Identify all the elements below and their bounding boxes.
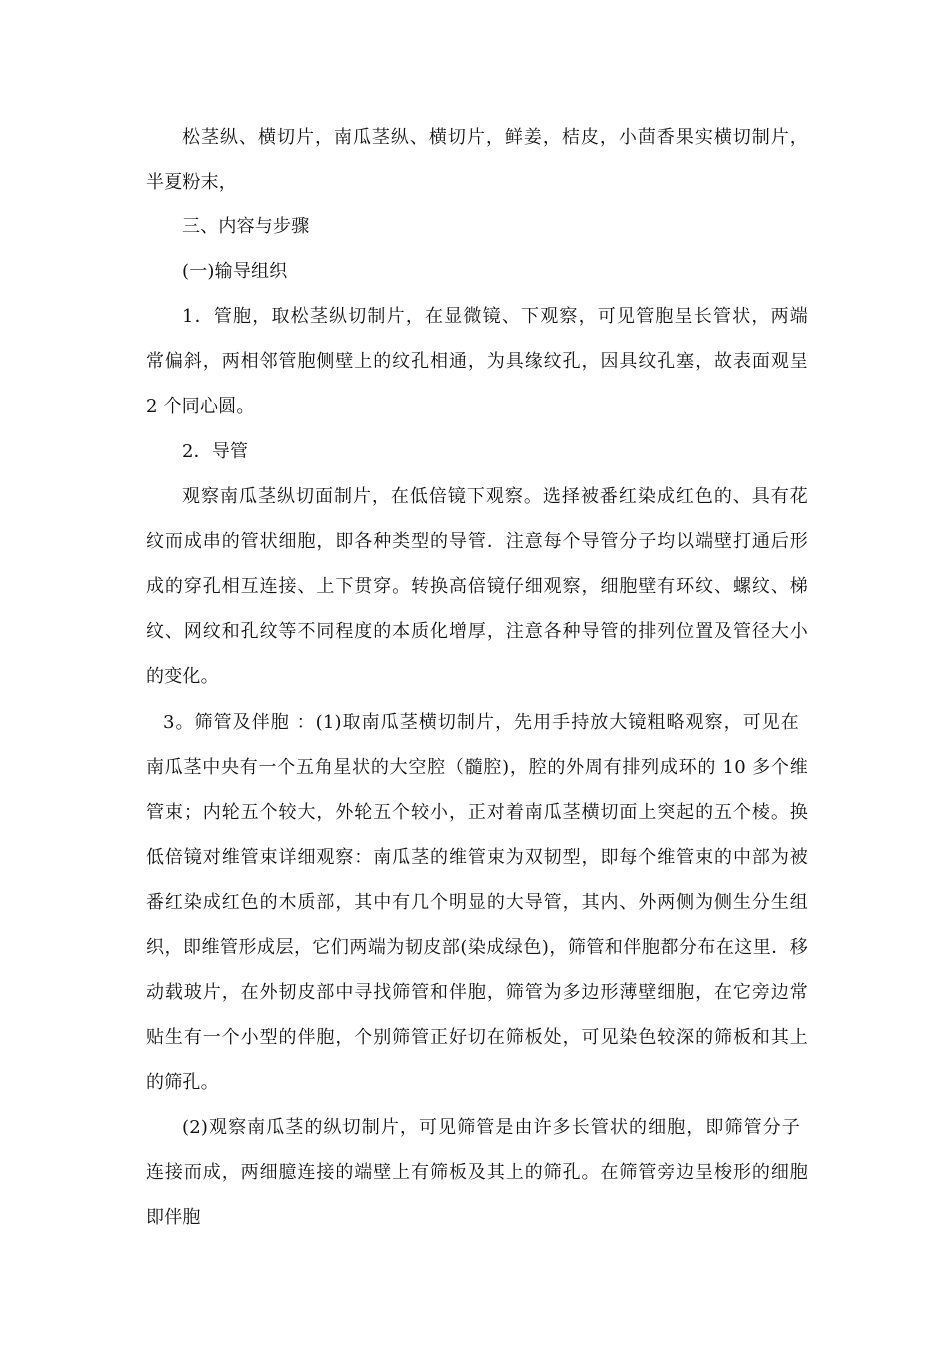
text-line: 半夏粉末， [146,172,237,193]
text-line: (2)观察南瓜茎的纵切制片，可见筛管是由许多长管状的细胞，即筛管分子 [182,1117,800,1138]
text-line: 1．管胞，取松茎纵切制片，在显微镜、下观察，可见管胞呈长管状，两端 [182,306,808,327]
text-line: 南瓜茎中央有一个五角星状的大空腔（髓腔)，腔的外周有排列成环的 10 多个维 [146,757,808,778]
section-heading: 三、内容与步骤 [182,216,310,237]
text-line: 常偏斜，两相邻管胞侧壁上的纹孔相通，为具缘纹孔，因具纹孔塞，故表面观呈 [146,351,808,372]
subsection-heading: 2．导管 [182,441,249,462]
text-line: 织，即维管形成层，它们两端为韧皮部(染成绿色)，筛管和伴胞都分布在这里．移 [146,937,808,958]
text-line: 松茎纵、横切片，南瓜茎纵、横切片，鲜姜，桔皮，小茴香果实横切制片， [182,127,808,148]
text-line: 的筛孔。 [146,1072,219,1093]
text-line: 低倍镜对维管束详细观察：南瓜茎的维管束为双韧型，即每个维管束的中部为被 [146,847,808,868]
text-line: 2 个同心圆。 [146,396,255,417]
text-line: 成的穿孔相互连接、上下贯穿。转换高倍镜仔细观察，细胞壁有环纹、螺纹、梯 [146,576,808,597]
text-line: 3。筛管及伴胞 ：(1)取南瓜茎横切制片，先用手持放大镜粗略观察，可见在 [163,712,799,733]
text-line: 纹而成串的管状细胞，即各种类型的导管．注意每个导管分子均以端壁打通后形 [146,531,808,552]
text-line: 即伴胞 [146,1207,201,1228]
text-line: 番红染成红色的木质部，其中有几个明显的大导管，其内、外两侧为侧生分生组 [146,892,808,913]
text-line: 连接而成，两细臆连接的端壁上有筛板及其上的筛孔。在筛管旁边呈梭形的细胞 [146,1162,808,1183]
text-line: 管束；内轮五个较大，外轮五个较小，正对着南瓜茎横切面上突起的五个棱。换 [146,802,808,823]
text-line: 动载玻片，在外韧皮部中寻找筛管和伴胞，筛管为多边形薄壁细胞，在它旁边常 [146,982,808,1003]
subsection-heading: (一)输导组织 [182,261,288,282]
text-line: 纹、网纹和孔纹等不同程度的本质化增厚，注意各种导管的排列位置及管径大小 [146,621,808,642]
text-line: 贴生有一个小型的伴胞，个别筛管正好切在筛板处，可见染色较深的筛板和其上 [146,1027,808,1048]
text-line: 观察南瓜茎纵切面制片，在低倍镜下观察。选择被番红染成红色的、具有花 [182,486,808,507]
text-line: 的变化。 [146,666,219,687]
